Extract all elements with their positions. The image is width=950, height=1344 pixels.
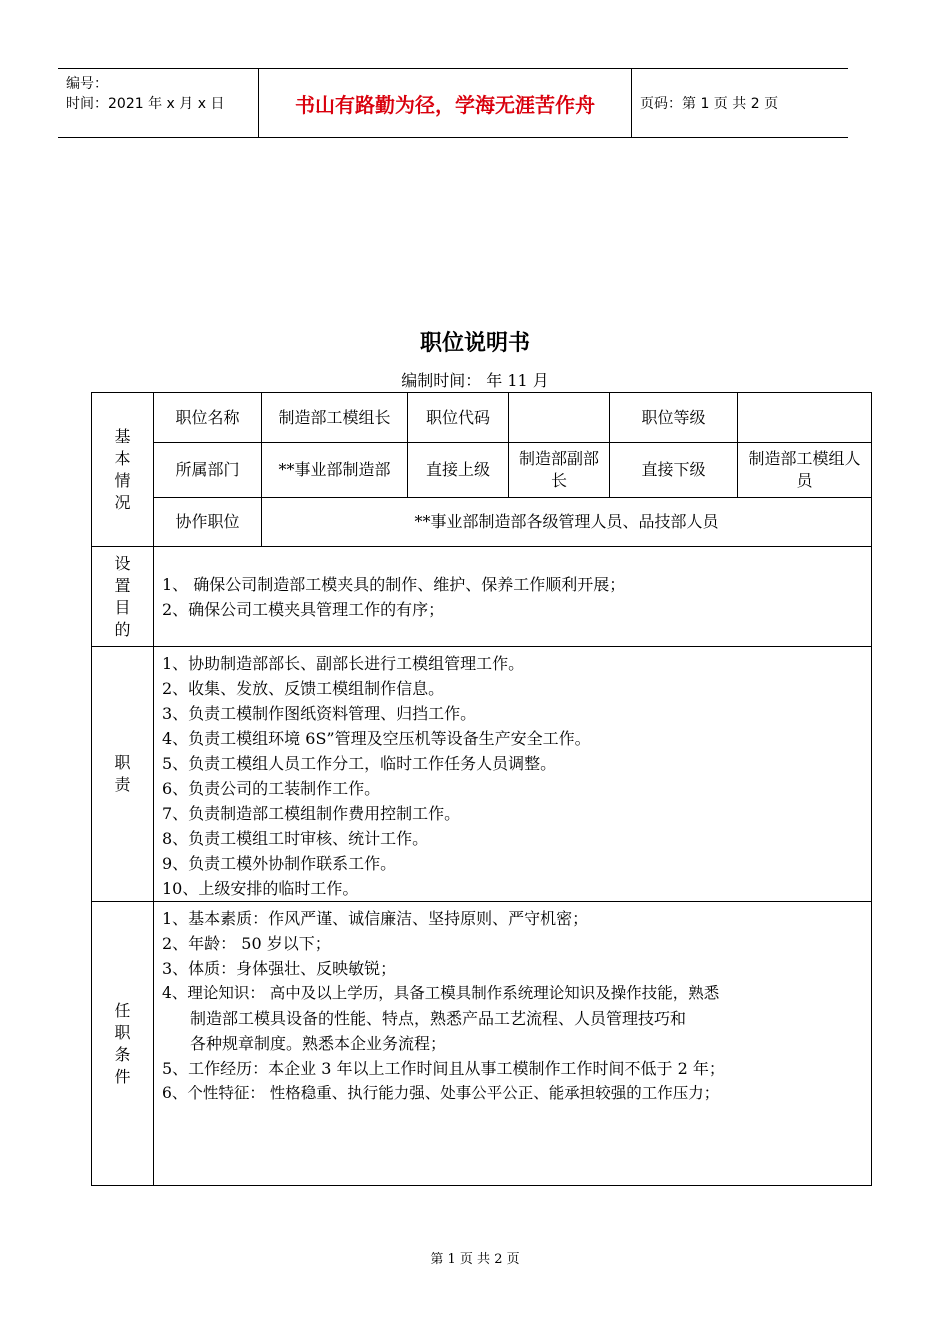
- list-item: 9、负责工模外协制作联系工作。: [162, 854, 397, 873]
- position-code-label: 职位代码: [408, 393, 509, 443]
- section-requirements: 任 职 条 件: [92, 902, 154, 1186]
- requirements-list: [154, 902, 872, 1186]
- list-item: 1、 确保公司制造部工模夹具的制作、维护、保养工作顺利开展；: [162, 574, 626, 594]
- job-description-table: [91, 392, 872, 1186]
- list-item: 制造部工模具设备的性能、特点，熟悉产品工艺流程、人员管理技巧和: [190, 1009, 687, 1028]
- list-item: 各种规章制度。熟悉本企业务流程；: [190, 1034, 447, 1053]
- table-row: [92, 498, 872, 547]
- duties-list: [154, 647, 872, 902]
- list-item: 6、负责公司的工装制作工作。: [162, 779, 381, 798]
- header-page: 页码：第 1 页 共 2 页: [640, 96, 779, 112]
- list-item: 4、负责工模组环境 6S”管理及空压机等设备生产安全工作。: [162, 729, 591, 748]
- list-item: 3、体质：身体强壮、反映敏锐；: [162, 959, 397, 978]
- list-item: 6、个性特征： 性格稳重、执行能力强、处事公平公正、能承担较强的工作压力；: [162, 1084, 720, 1102]
- section-basic: 基 本 情 况: [92, 393, 154, 547]
- position-name-value: 制造部工模组长: [262, 393, 408, 443]
- superior-value: 制造部副部长: [509, 443, 610, 498]
- document-header: [58, 68, 848, 138]
- header-motto: 书山有路勤为径，学海无涯苦作舟: [258, 69, 632, 137]
- table-row: [92, 443, 872, 498]
- purpose-list: [154, 547, 872, 647]
- header-meta: [58, 69, 258, 137]
- department-label: 所属部门: [154, 443, 262, 498]
- position-name-label: 职位名称: [154, 393, 262, 443]
- list-item: 3、负责工模制作图纸资料管理、归挡工作。: [162, 704, 477, 723]
- page-subtitle: 编制时间： 年 11 月: [401, 371, 549, 390]
- subordinate-label: 直接下级: [610, 443, 738, 498]
- page-title: 职位说明书: [419, 330, 530, 356]
- position-code-value: [509, 393, 610, 443]
- section-purpose: 设 置 目 的: [92, 547, 154, 647]
- list-item: 5、负责工模组人员工作分工，临时工作任务人员调整。: [162, 754, 557, 773]
- cooperation-value: **事业部制造部各级管理人员、品技部人员: [262, 498, 872, 547]
- list-item: 1、协助制造部部长、副部长进行工模组管理工作。: [162, 654, 525, 673]
- page-footer: 第 1 页 共 2 页: [430, 1252, 520, 1267]
- list-item: 5、工作经历：本企业 3 年以上工作时间且从事工模制作工作时间不低于 2 年；: [162, 1059, 725, 1078]
- list-item: 10、上级安排的临时工作。: [162, 879, 359, 898]
- list-item: 2、年龄： 50 岁以下；: [162, 934, 331, 953]
- cooperation-label: 协作职位: [154, 498, 262, 547]
- header-time: 时间：2021 年 x 月 x 日: [66, 96, 225, 112]
- list-item: 2、收集、发放、反馈工模组制作信息。: [162, 679, 445, 698]
- list-item: 4、理论知识： 高中及以上学历，具备工模具制作系统理论知识及操作技能，熟悉: [162, 984, 720, 1002]
- superior-label: 直接上级: [408, 443, 509, 498]
- header-number: 编号：: [66, 76, 108, 92]
- table-row: [92, 902, 872, 1186]
- section-duties: 职 责: [92, 647, 154, 902]
- subordinate-value: 制造部工模组人员: [738, 443, 872, 498]
- position-grade-label: 职位等级: [610, 393, 738, 443]
- list-item: 7、负责制造部工模组制作费用控制工作。: [162, 804, 461, 823]
- list-item: 1、基本素质：作风严谨、诚信廉洁、坚持原则、严守机密；: [162, 909, 589, 928]
- position-grade-value: [738, 393, 872, 443]
- list-item: 2、确保公司工模夹具管理工作的有序；: [162, 599, 445, 619]
- table-row: [92, 393, 872, 443]
- department-value: **事业部制造部: [262, 443, 408, 498]
- table-row: [92, 547, 872, 647]
- table-row: [92, 647, 872, 902]
- list-item: 8、负责工模组工时审核、统计工作。: [162, 829, 429, 848]
